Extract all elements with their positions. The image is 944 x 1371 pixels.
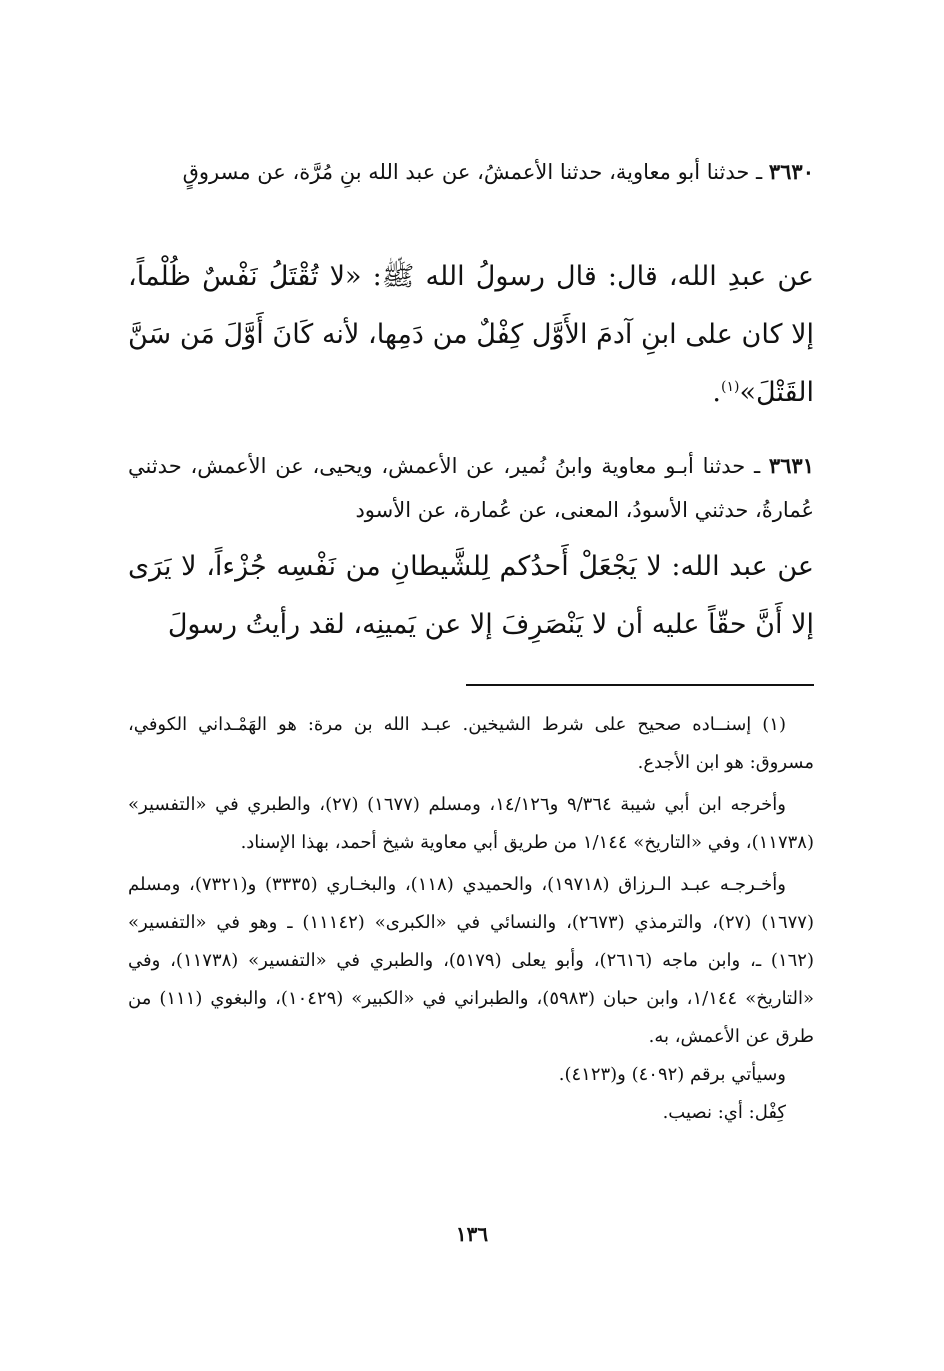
- footnote-1-gloss: كِفْل: أي: نصيب.: [662, 1102, 786, 1123]
- footnote-separator: [466, 684, 814, 686]
- footnote-1-takhrij-a: وأخرجه ابن أبي شيبة ٩/٣٦٤ و١٤/١٢٦، ومسلم (١٦٧٧) (٢٧)، والطبري في «التفسير» (١١٧٣٨)، وفي «التاريخ» ١/١٤٤ من طريق أبي معاوية شيخ أحمد، بهذا الإسناد.: [128, 794, 814, 853]
- footnote-ref-1: (١): [721, 379, 740, 395]
- hadith-3630-end: .: [712, 377, 722, 408]
- hadith-3630-isnad: ـ حدثنا أبو معاوية، حدثنا الأعمشُ، عن عبد الله بنِ مُرَّة، عن مسروقٍ: [182, 160, 763, 184]
- footnotes: [128, 706, 814, 1132]
- hadith-3631-isnad: ـ حدثنا أبـو معاوية وابنُ نُمير، عن الأعمش، ويحيى، عن الأعمش، حدثني عُمارةُ، حدثني الأسودُ، المعنى، عن عُمارة، عن الأسود: [128, 454, 814, 522]
- hadith-3631-text: [128, 538, 814, 654]
- hadith-3630-matn: عن عبدِ الله، قال: قال رسولُ الله ﷺ: «لا تُقْتَلُ نَفْسٌ ظُلْماً، إلا كان على ابنِ آدمَ الأَوَّل كِفْلٌ من دَمِها، لأنه كَانَ أَوَّلَ مَن سَنَّ القَتْلَ»: [128, 261, 814, 408]
- footnote-1-intro: (١) إسنــاده صحيح على شرط الشيخين. عبـد الله بن مرة: هو الهَمْـداني الكوفي، مسروق: هو ابن الأجدع.: [128, 714, 814, 773]
- hadith-3631-chain: [128, 444, 814, 532]
- hadith-3631-matn: عن عبد الله: لا يَجْعَلْ أَحدُكم لِلشَّيطانِ من نَفْسِه جُزْءاً، لا يَرَى إلا أَنَّ حقّاً عليه أن لا يَنْصَرِفَ إلا عن يَمينِه، لقد رأيتُ رسولَ: [128, 551, 814, 640]
- hadith-3630-number: ٣٦٣٠: [768, 159, 814, 184]
- hadith-3630-text: [128, 248, 814, 422]
- hadith-3630-chain: [128, 150, 814, 194]
- footnote-1-see-also: وسيأتي برقم (٤٠٩٢) و(٤١٢٣).: [558, 1064, 786, 1085]
- hadith-3631-number: ٣٦٣١: [768, 453, 814, 478]
- page-number: ١٣٦: [455, 1222, 489, 1246]
- footnote-1-takhrij-b: وأخـرجـه عبـد الـرزاق (١٩٧١٨)، والحميدي (١١٨)، والبخـاري (٣٣٣٥) و(٧٣٢١)، ومسلم (١٦٧٧) (٢٧)، والترمذي (٢٦٧٣)، والنسائي في «الكبرى» (١١١٤٢) ـ وهو في «التفسير» (١٦٢) ـ، وابن ماجه (٢٦١٦)، وأبو يعلى (٥١٧٩)، والطبري في «التفسير» (١١٧٣٨)، وفي «التاريخ» ١/١٤٤، وابن حبان (٥٩٨٣)، والطبراني في «الكبير» (١٠٤٢٩)، والبغوي (١١١) من طرق عن الأعمش، به.: [128, 874, 814, 1047]
